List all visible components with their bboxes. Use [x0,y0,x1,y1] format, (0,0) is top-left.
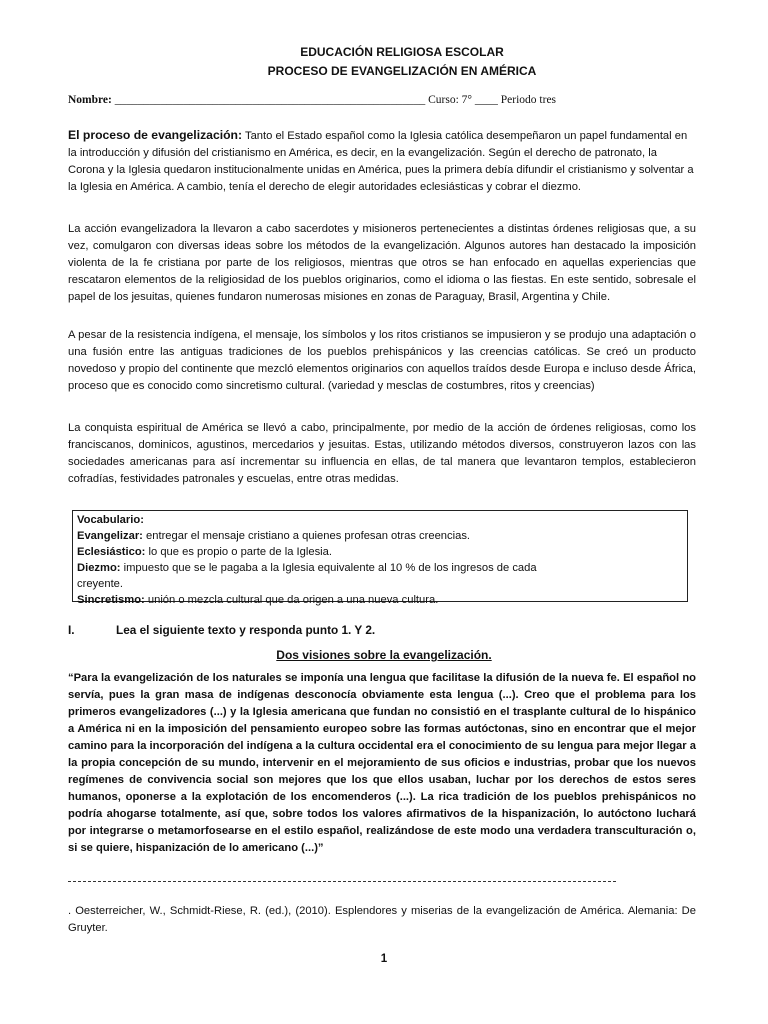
bibliographic-reference: . Oesterreicher, W., Schmidt-Riese, R. (ed.), (2010). Esplendores y miserias de la evangelización de América. Alemania: De Gruyter. [68,905,696,934]
vocabulary-item: Sincretismo: unión o mezcla cultural que da origen a una nueva cultura. [77,594,439,606]
paragraph-3: A pesar de la resistencia indígena, el mensaje, los símbolos y los ritos cristianos se impusieron y se produjo una adaptación o una fusión entre las antiguas tradiciones de los pueblos prehispánicos y las creencias católicas. Se creó un producto novedoso y propio del continente que mezcló elementos originarios con aquellos traídos desde Europa e incluso desde África, proceso que es conocido como sincretismo cultural. (variedad y mesclas de costumbres, ritos y creencias) [68,329,696,392]
header-topic-title: PROCESO DE EVANGELIZACIÓN EN AMÉRICA [267,64,537,78]
nombre-blank: ______________________________________________________ [114,94,426,106]
vocabulary-item: Diezmo: impuesto que se le pagaba a la Iglesia equivalente al 10 % de los ingresos de cada [77,562,537,574]
divider-line [68,881,616,882]
section-heading [68,623,375,637]
reading-subtitle: Dos visiones sobre la evangelización. [276,648,492,662]
paragraph-2: La acción evangelizadora la llevaron a cabo sacerdotes y misioneros pertenecientes a distintas órdenes religiosas que, a su vez, comulgaron con diversas ideas sobre los métodos de la evangelización. Algunos autores han destacado la imposición violenta de la fe cristiana por parte de los religiosos, mientras que otros se han enfocado en aquellas experiencias que rescataron elementos de la religiosidad de los pueblos originarios, como el idioma o las fiestas. En este sentido, sobresale el papel de los jesuitas, quienes fundaron numerosas misiones en zonas de Paraguay, Brasil, Argentina y Chile. [68,223,696,303]
paragraph-1-text: Tanto el Estado español como la Iglesia católica desempeñaron un papel fundamental en la introducción y difusión del cristianismo en América, es decir, en la evangelización. Según el derecho de patronato, la Corona y la Iglesia quedaron institucionalmente unidas en América, pues la primera debía difundir el cristianismo y solventar a la Iglesia en América. A cambio, tenía el derecho de elegir autoridades eclesiásticas y cobrar el diezmo. [68,130,694,193]
section-instruction: Lea el siguiente texto y responda punto 1. Y 2. [116,623,376,637]
curso-blank: ____ [474,94,498,106]
nombre-label: Nombre: [68,94,112,106]
reading-quote: “Para la evangelización de los naturales se imponía una lengua que facilitase la difusión de la nueva fe. El español no servía, pues la gran masa de indígenas desconocía obviamente esta lengua (...). Creo que el problema para los primeros evangelizadores (...) y la Iglesia americana que fundan no consistió en el trasplante cultural de lo hispánico a América ni en la imposición del pensamiento europeo sobre las formas autóctonas, sino en encontrar que el mejor camino para la incorporación del indígena a la cultura occidental era el conocimiento de su lengua para mejor llegar a la propia concepción de su mundo, intervenir en el mejoramiento de sus oficios e industrias, probar que los nuevos regímenes de convivencia social son mejores que los que ellos usaban, luchar por los derechos de estos seres humanos, oponerse a la explotación de los encomenderos (...). La rica tradición de los pueblos prehispánicos no podría ahogarse totalmente, así que, sobre todos los valores afirmativos de la hispanización, lo autóctono luchará por integrarse o metamorfosearse en el estilo español, realizándose de este modo una verdadera transculturación o, si se quiere, hispanización de lo americano (...)” [68,672,696,854]
curso-label: Curso: 7° [428,94,473,106]
vocabulary-box [72,510,688,606]
header-school-title: EDUCACIÓN RELIGIOSA ESCOLAR [300,45,504,59]
paragraph-1-lead: El proceso de evangelización: [68,128,243,142]
paragraph-4: La conquista espiritual de América se llevó a cabo, principalmente, por medio de la acción de órdenes religiosas, como los franciscanos, dominicos, agustinos, mercedarios y jesuitas. Estas, utilizando métodos diversos, construyeron lazos con las sociedades americanas para así incrementar su influencia en ellas, de tal manera que levantaron templos, establecieron cofradías, festividades patronales y escuelas, entre otras medidas. [68,422,696,485]
paragraph-1 [68,127,696,196]
vocabulary-title: Vocabulario: [77,514,144,526]
vocabulary-item: Evangelizar: entregar el mensaje cristiano a quienes profesan otras creencias. [77,530,471,542]
student-info-line [68,94,556,106]
vocabulary-item: Eclesiástico: lo que es propio o parte de la Iglesia. [77,546,332,558]
page-number: 1 [380,953,388,965]
periodo-label: Periodo tres [500,94,557,106]
vocabulary-item: creyente. [77,578,124,590]
section-number: I. [68,623,75,637]
